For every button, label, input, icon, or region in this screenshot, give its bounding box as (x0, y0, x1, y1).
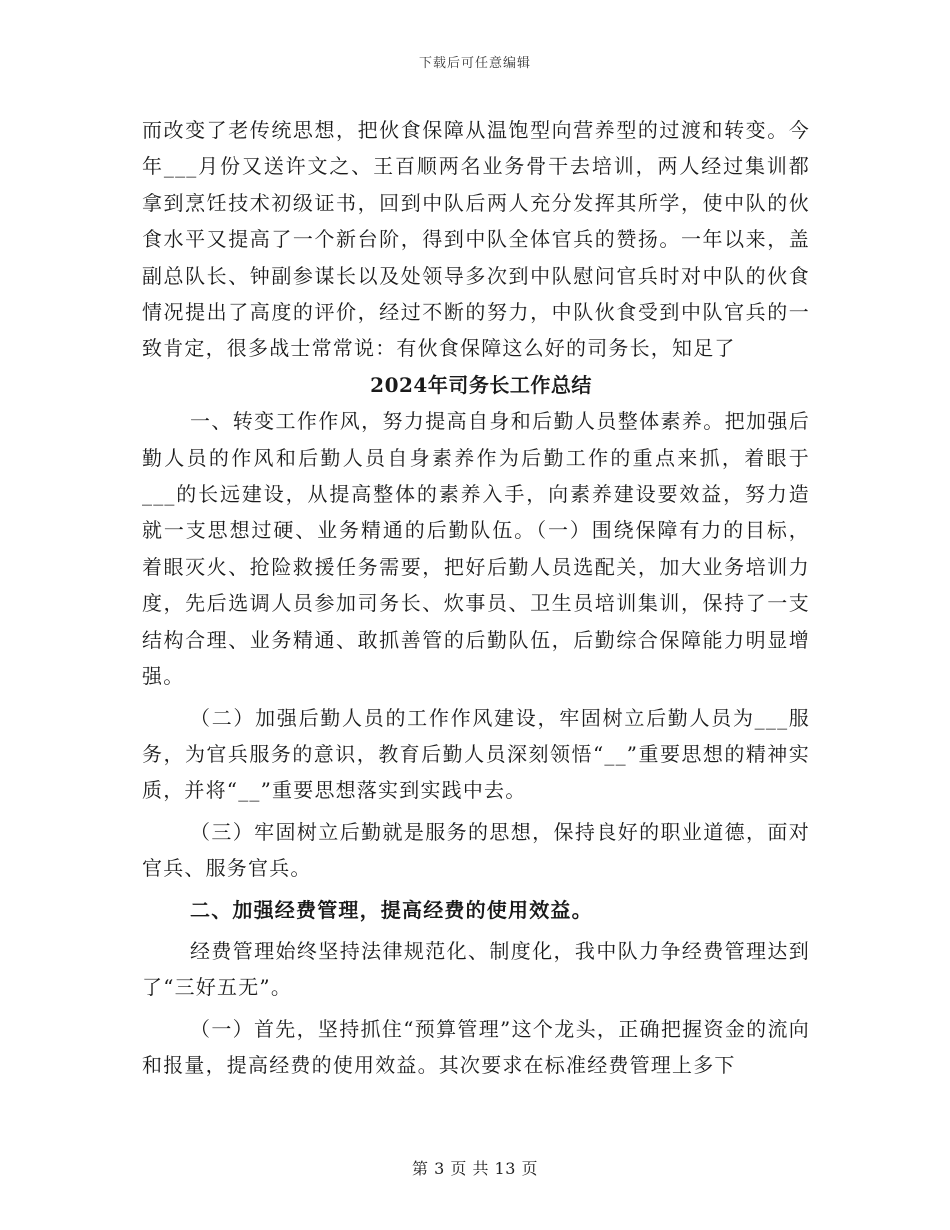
paragraph-2: （二）加强后勤人员的工作作风建设，牢固树立后勤人员为___服务，为官兵服务的意识，教育后勤人员深刻领悟“__”重要思想的精神实质，并将“__”重要思想落实到实践中去。 (142, 705, 810, 803)
page-number: 第 3 页 共 13 页 (412, 1159, 538, 1178)
document-title: 2024年司务长工作总结 (370, 372, 592, 397)
paragraph-5: （一）首先，坚持抓住“预算管理”这个龙头，正确把握资金的流向和报量，提高经费的使用效益。其次要求在标准经费管理上多下 (142, 1016, 810, 1078)
header-note: 下载后可任意编辑 (418, 56, 531, 71)
section-heading-2: 二、加强经费管理，提高经费的使用效益。 (190, 897, 593, 922)
document-body (142, 112, 810, 1084)
paragraph-4: 经费管理始终坚持法律规范化、制度化，我中队力争经费管理达到了“三好五无”。 (142, 938, 810, 1000)
paragraph-3: （三）牢固树立后勤就是服务的思想，保持良好的职业道德，面对官兵、服务官兵。 (142, 819, 810, 881)
continued-paragraph: 而改变了老传统思想，把伙食保障从温饱型向营养型的过渡和转变。今年___月份又送许文之、王百顺两名业务骨干去培训，两人经过集训都拿到烹饪技术初级证书，回到中队后两人充分发挥其所学，使中队的伙食水平又提高了一个新台阶，得到中队全体官兵的赞扬。一年以来，盖副总队长、钟副参谋长以及处领导多次到中队慰问官兵时对中队的伙食情况提出了高度的评价，经过不断的努力，中队伙食受到中队官兵的一致肯定，很多战士常常说：有伙食保障这么好的司务长，知足了 (142, 118, 810, 361)
paragraph-1: 一、转变工作作风，努力提高自身和后勤人员整体素养。把加强后勤人员的作风和后勤人员自身素养作为后勤工作的重点来抓，着眼于___的长远建设，从提高整体的素养入手，向素养建设要效益，努力造就一支思想过硬、业务精通的后勤队伍。（一）围绕保障有力的目标，着眼灭火、抢险救援任务需要，把好后勤人员选配关，加大业务培训力度，先后选调人员参加司务长、炊事员、卫生员培训集训，保持了一支结构合理、业务精通、敢抓善管的后勤队伍，后勤综合保障能力明显增强。 (142, 409, 810, 689)
